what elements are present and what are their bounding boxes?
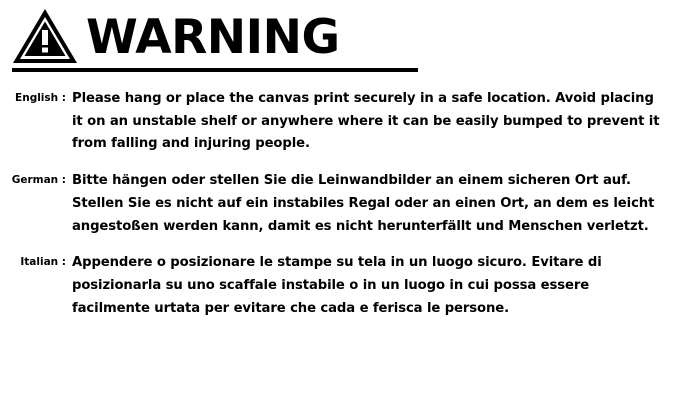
notice-text-english: Please hang or place the canvas print securely in a safe location. Avoid placing it on an unstable shelf or anywhere where it can be easily bumped to prevent it from falling and injuring people.: [72, 91, 660, 152]
notice-block-italian: [10, 252, 669, 320]
notice-block-english: [10, 88, 669, 156]
header-divider: [12, 68, 418, 72]
notice-text-german: Bitte hängen oder stellen Sie die Leinwandbilder an einem sicheren Ort auf. Stellen Sie es nicht auf ein instabiles Regal oder an einen Ort, an dem es leicht angestoßen werden kann, damit es nicht herunterfällt und Menschen verletzt.: [72, 173, 655, 234]
language-label-english: English :: [15, 92, 66, 104]
notice-list: [10, 88, 669, 320]
notice-block-german: [10, 170, 669, 238]
page-title: WARNING: [86, 9, 340, 65]
warning-header: [10, 0, 669, 65]
warning-triangle-exclamation-icon: [12, 8, 78, 64]
language-label-german: German :: [11, 174, 66, 187]
notice-text-italian: Appendere o posizionare le stampe su tela in un luogo sicuro. Evitare di posizionarla su uno scaffale instabile o in un luogo in cui possa essere facilmente urtata per evitare che cada e ferisca le persone.: [72, 255, 602, 316]
language-label-italian: Italian :: [20, 256, 66, 269]
